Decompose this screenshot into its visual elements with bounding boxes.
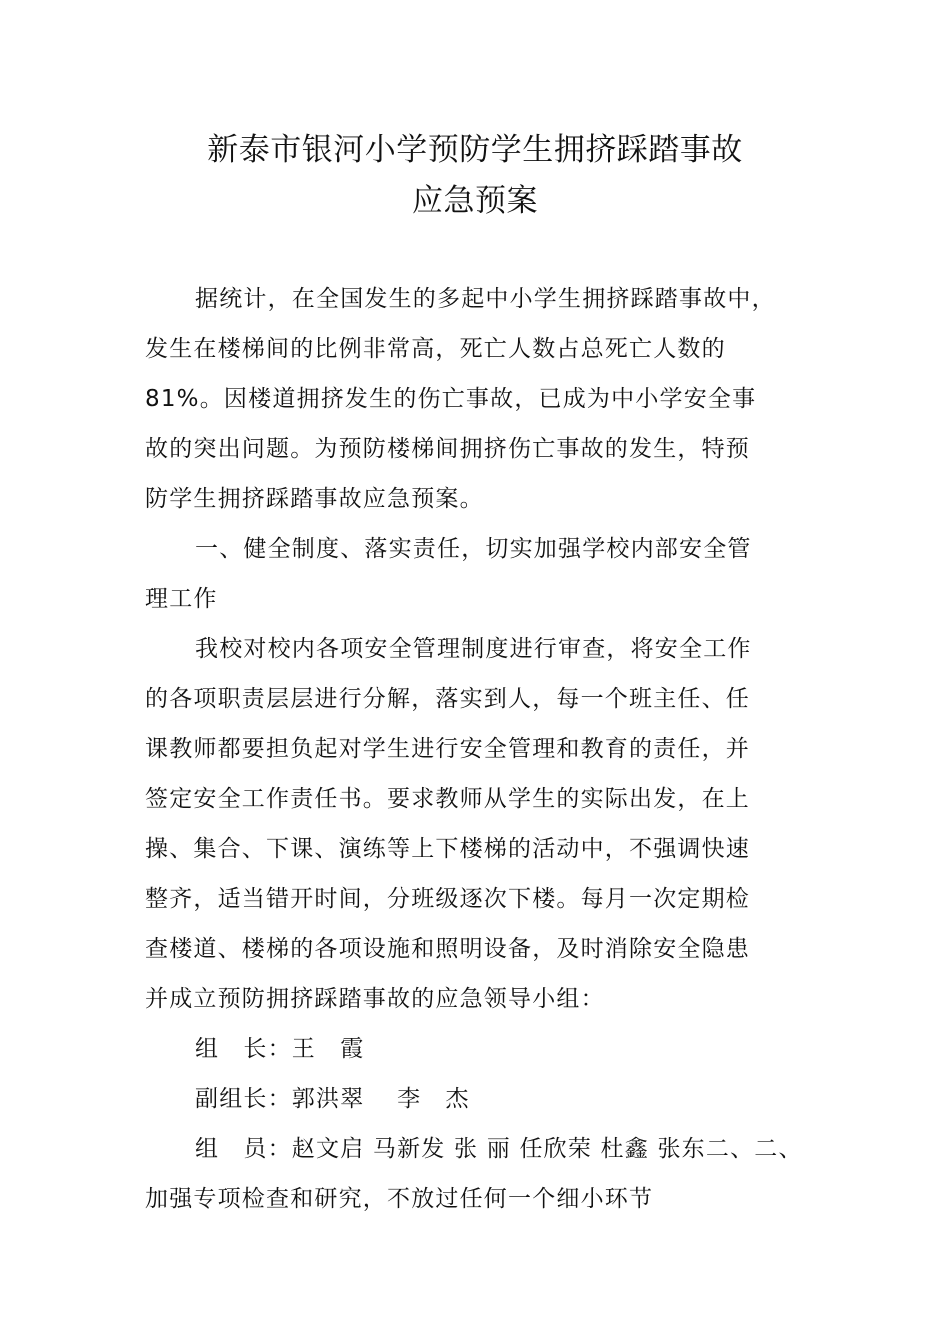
document-title-line-1: 新泰市银河小学预防学生拥挤踩踏事故 (207, 132, 743, 168)
group-leader-line: 组 长：王 霞 (195, 1036, 365, 1062)
section-heading-line: 理工作 (145, 586, 218, 612)
paragraph-line: 故的突出问题。为预防楼梯间拥挤伤亡事故的发生，特预 (145, 436, 750, 462)
paragraph-line: 防学生拥挤踩踏事故应急预案。 (145, 486, 484, 512)
paragraph-line: 签定安全工作责任书。要求教师从学生的实际出发，在上 (145, 786, 750, 812)
section-heading-line: 一、健全制度、落实责任，切实加强学校内部安全管 (195, 536, 752, 562)
paragraph-line: 课教师都要担负起对学生进行安全管理和教育的责任，并 (145, 736, 750, 762)
paragraph-line: 发生在楼梯间的比例非常高，死亡人数占总死亡人数的 (145, 336, 726, 362)
paragraph-line: 的各项职责层层进行分解，落实到人，每一个班主任、任 (145, 686, 750, 712)
group-members-line: 组 员：赵文启 马新发 张 丽 任欣荣 杜鑫 张东二、二、 (195, 1136, 803, 1162)
paragraph-line: 查楼道、楼梯的各项设施和照明设备，及时消除安全隐患 (145, 936, 750, 962)
paragraph-line: 操、集合、下课、演练等上下楼梯的活动中，不强调快速 (145, 836, 750, 862)
paragraph-line: 加强专项检查和研究，不放过任何一个细小环节 (145, 1186, 654, 1212)
document-title-line-2: 应急预案 (412, 183, 538, 219)
paragraph-line: 据统计，在全国发生的多起中小学生拥挤踩踏事故中， (195, 286, 776, 312)
deputy-leader-line: 副组长：郭洪翠 李 杰 (195, 1086, 470, 1112)
paragraph-line: 整齐，适当错开时间，分班级逐次下楼。每月一次定期检 (145, 886, 750, 912)
paragraph-line: 81%。因楼道拥挤发生的伤亡事故，已成为中小学安全事 (145, 386, 757, 412)
paragraph-line: 我校对校内各项安全管理制度进行审查，将安全工作 (195, 636, 752, 662)
paragraph-line: 并成立预防拥挤踩踏事故的应急领导小组： (145, 986, 605, 1012)
